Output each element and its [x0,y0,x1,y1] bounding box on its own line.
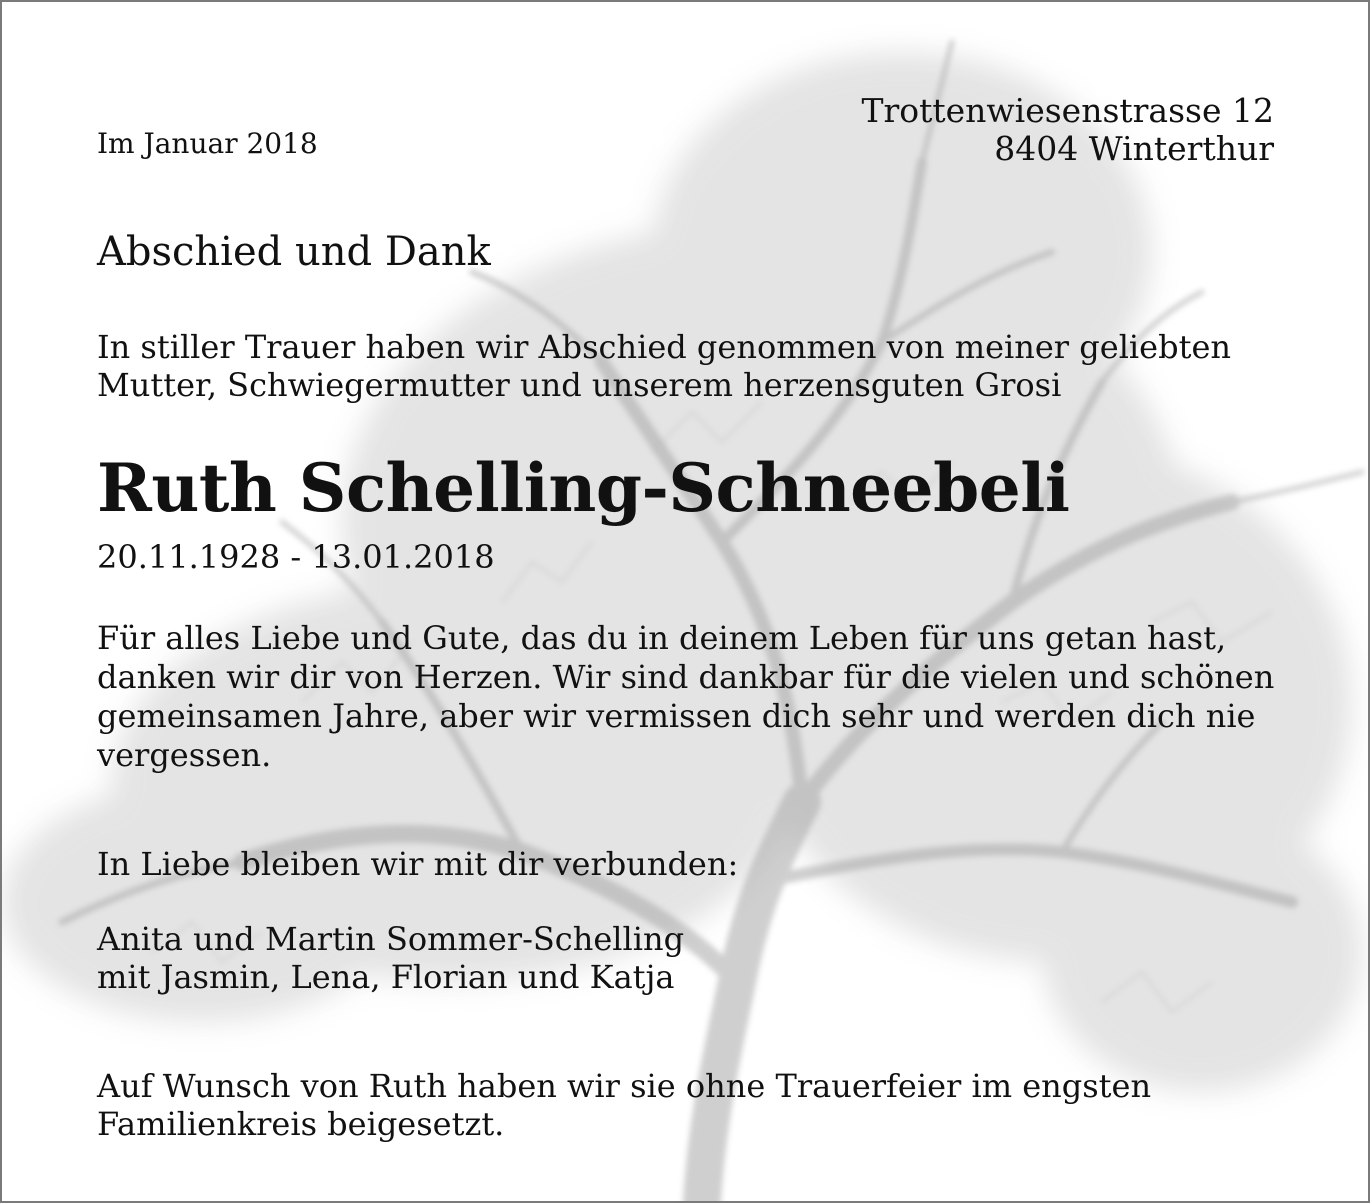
family-names [97,920,684,996]
address-city: 8404 Winterthur [994,129,1274,168]
life-dates: 20.11.1928 - 13.01.2018 [97,538,495,576]
misty-tree-background-image [2,2,1368,1201]
body-line: gemeinsamen Jahre, aber wir vermissen dich sehr und werden dich nie [97,697,1256,735]
body-line: danken wir dir von Herzen. Wir sind dankbar für die vielen und schönen [97,658,1275,696]
address-street: Trottenwiesenstrasse 12 [861,91,1274,130]
intro-line: Mutter, Schwiegermutter und unserem herzensguten Grosi [97,366,1062,404]
note-line: Auf Wunsch von Ruth haben wir sie ohne Trauerfeier im engsten [97,1067,1152,1105]
intro-text [97,328,1231,404]
family-line: mit Jasmin, Lena, Florian und Katja [97,958,675,996]
body-line: Für alles Liebe und Gute, das du in deinem Leben für uns getan hast, [97,619,1227,657]
note-line: Familienkreis beigesetzt. [97,1105,505,1143]
closing-text: In Liebe bleiben wir mit dir verbunden: [97,845,739,883]
notice-heading: Abschied und Dank [97,229,491,275]
deceased-name: Ruth Schelling-Schneebeli [97,449,1070,527]
address-block [861,92,1274,168]
family-line: Anita und Martin Sommer-Schelling [97,920,685,958]
body-text [97,619,1274,775]
body-line: vergessen. [97,736,272,774]
intro-line: In stiller Trauer haben wir Abschied genommen von meiner geliebten [97,328,1231,366]
notice-date: Im Januar 2018 [97,127,318,160]
burial-note [97,1067,1151,1143]
